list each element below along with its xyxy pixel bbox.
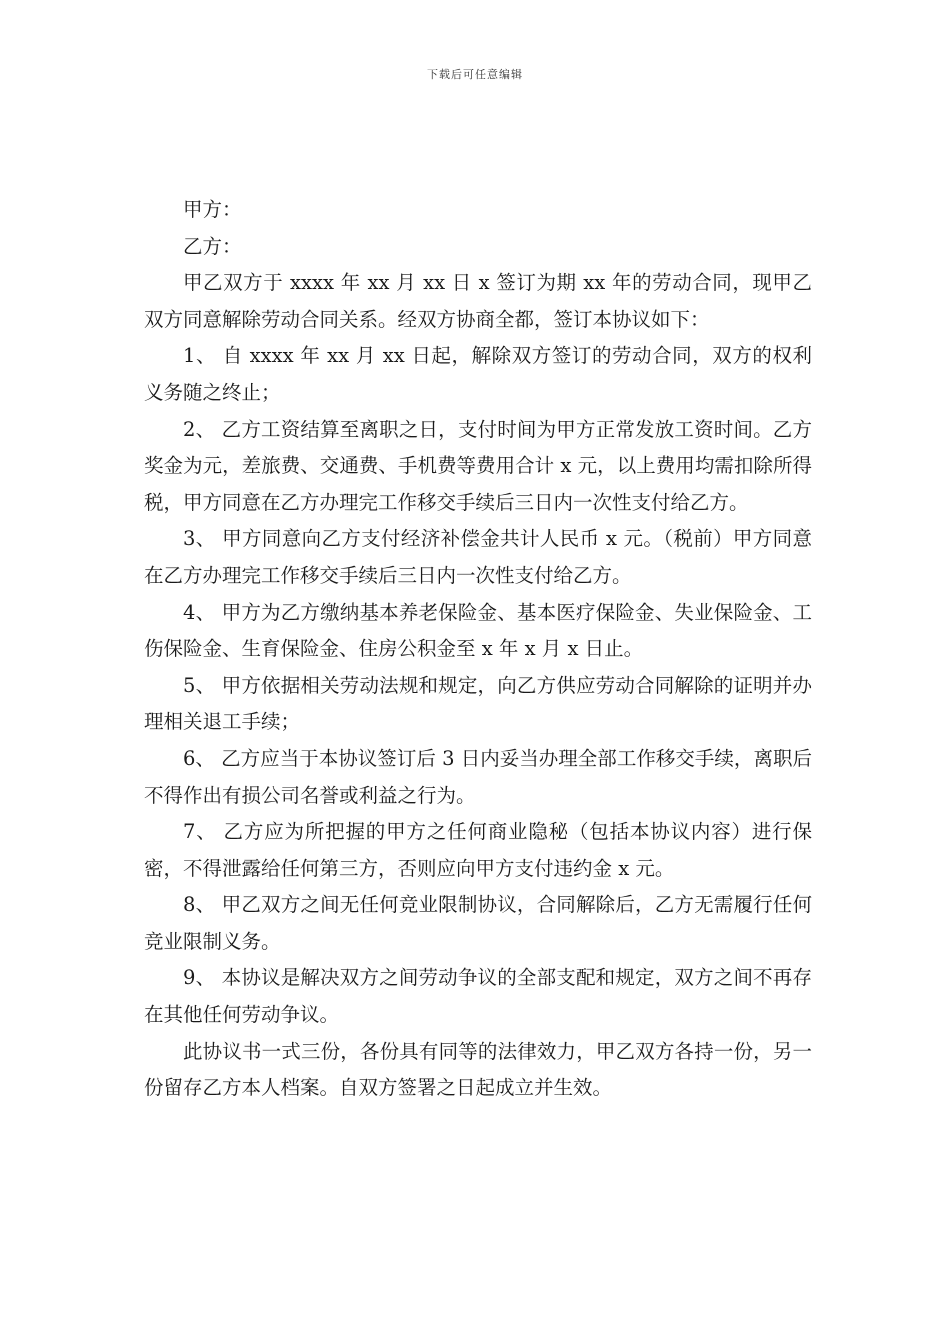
- clause-4: 4、 甲方为乙方缴纳基本养老保险金、基本医疗保险金、失业保险金、工伤保险金、生育保险金、住房公积金至 x 年 x 月 x 日止。: [144, 600, 812, 661]
- agreement-body: [144, 192, 812, 1107]
- clause-7: 7、 乙方应为所把握的甲方之任何商业隐秘（包括本协议内容）进行保密，不得泄露给任何第三方，否则应向甲方支付违约金 x 元。: [144, 820, 812, 880]
- clause-2: 2、 乙方工资结算至离职之日，支付时间为甲方正常发放工资时间。乙方奖金为元，差旅费、交通费、手机费等费用合计 x 元，以上费用均需扣除所得税，甲方同意在乙方办理完工作移交手续后三日内一次性支付给乙方。: [144, 417, 812, 514]
- party-a-line: 甲方：: [183, 198, 242, 221]
- party-b-line: 乙方：: [183, 234, 242, 258]
- page-header-note: 下载后可任意编辑: [427, 68, 523, 81]
- clause-1: 1、 自 xxxx 年 xx 月 xx 日起，解除双方签订的劳动合同，双方的权利义务随之终止；: [144, 344, 812, 404]
- intro-paragraph: 甲乙双方于 xxxx 年 xx 月 xx 日 x 签订为期 xx 年的劳动合同，现甲乙双方同意解除劳动合同关系。经双方协商全都，签订本协议如下：: [144, 271, 812, 331]
- clause-8: 8、 甲乙双方之间无任何竞业限制协议，合同解除后，乙方无需履行任何竞业限制义务。: [144, 893, 812, 953]
- clause-6: 6、 乙方应当于本协议签订后 3 日内妥当办理全部工作移交手续，离职后不得作出有损公司名誉或利益之行为。: [144, 746, 812, 807]
- clause-9: 9、 本协议是解决双方之间劳动争议的全部支配和规定，双方之间不再存在其他任何劳动争议。: [144, 966, 812, 1027]
- closing-paragraph: 此协议书一式三份，各份具有同等的法律效力，甲乙双方各持一份，另一份留存乙方本人档案。自双方签署之日起成立并生效。: [144, 1039, 812, 1100]
- clause-3: 3、 甲方同意向乙方支付经济补偿金共计人民币 x 元。（税前）甲方同意在乙方办理完工作移交手续后三日内一次性支付给乙方。: [144, 527, 812, 587]
- clause-5: 5、 甲方依据相关劳动法规和规定，向乙方供应劳动合同解除的证明并办理相关退工手续；: [144, 673, 812, 734]
